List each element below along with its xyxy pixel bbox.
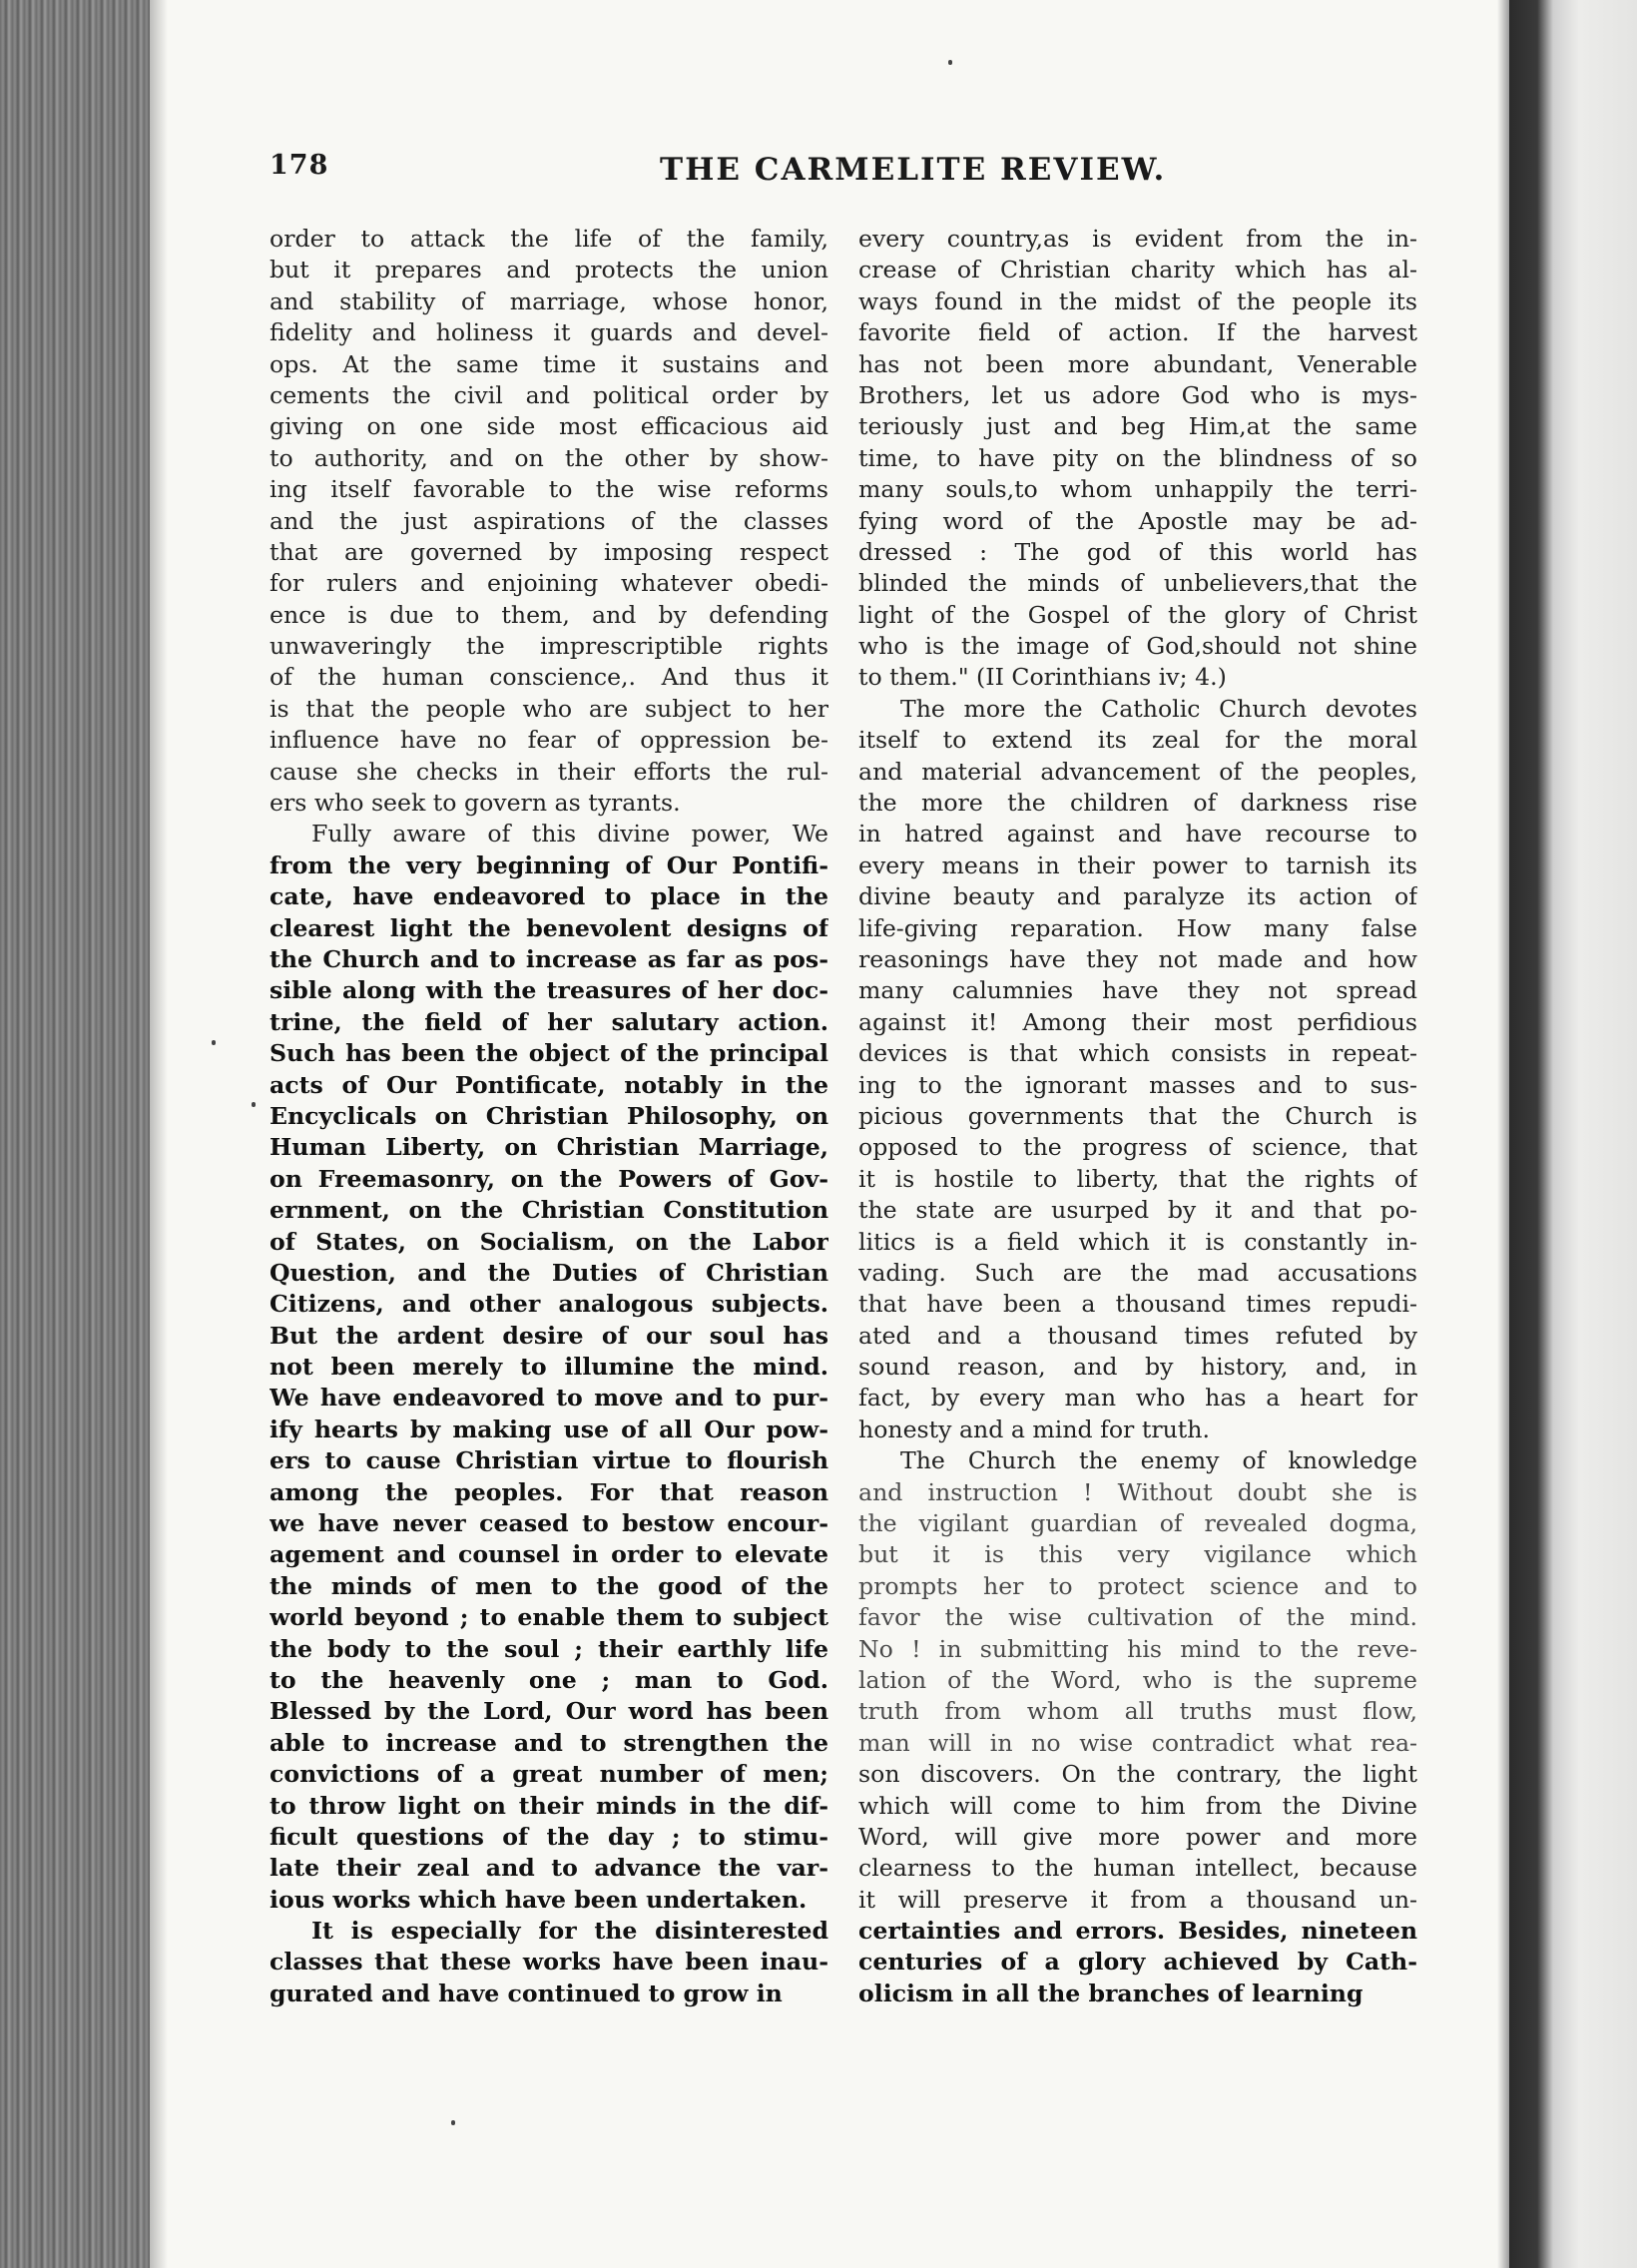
text-line: cements the civil and political order by xyxy=(270,380,828,409)
facing-page-edge xyxy=(1509,0,1637,2268)
text-line: crease of Christian charity which has al- xyxy=(858,256,1417,284)
text-line: the vigilant guardian of revealed dogma, xyxy=(858,1509,1417,1538)
text-line: to the heavenly one ; man to God. xyxy=(270,1665,828,1694)
text-line: opposed to the progress of science, that xyxy=(858,1133,1417,1162)
text-line: convictions of a great number of men; xyxy=(270,1760,828,1789)
text-line: Fully aware of this divine power, We xyxy=(311,820,828,849)
text-line: ing itself favorable to the wise reforms xyxy=(270,475,828,504)
text-line: every means in their power to tarnish its xyxy=(858,850,1417,879)
text-column-left xyxy=(270,224,828,2009)
page-number: 178 xyxy=(270,150,329,181)
text-line: teriously just and beg Him,at the same xyxy=(858,412,1417,441)
text-line: unwaveringly the imprescriptible rights xyxy=(270,632,828,661)
text-line: many souls,to whom unhappily the terri- xyxy=(858,475,1417,504)
text-line: and stability of marriage, whose honor, xyxy=(270,286,828,315)
print-speck xyxy=(252,1102,256,1107)
text-line: ways found in the midst of the people its xyxy=(858,286,1417,315)
text-line: the Church and to increase as far as pos- xyxy=(270,944,828,973)
text-line: acts of Our Pontificate, notably in the xyxy=(270,1070,828,1099)
text-line: not been merely to illumine the mind. xyxy=(270,1353,828,1382)
text-line: we have never ceased to bestow encour- xyxy=(270,1509,828,1538)
text-line: ers who seek to govern as tyrants. xyxy=(270,789,681,818)
text-line: and material advancement of the peoples, xyxy=(858,757,1417,786)
text-line: favor the wise cultivation of the mind. xyxy=(858,1603,1417,1632)
text-line: clearness to the human intellect, because xyxy=(858,1854,1417,1883)
text-line: devices is that which consists in repeat- xyxy=(858,1039,1417,1068)
text-line: it will preserve it from a thousand un- xyxy=(858,1885,1417,1914)
text-line: prompts her to protect science and to xyxy=(858,1571,1417,1600)
text-line: vading. Such are the mad accusations xyxy=(858,1258,1417,1287)
text-line: Brothers, let us adore God who is mys- xyxy=(858,380,1417,409)
text-line: for rulers and enjoining whatever obedi- xyxy=(270,569,828,598)
text-line: life-giving reparation. How many false xyxy=(858,913,1417,942)
text-line: Citizens, and other analogous subjects. xyxy=(270,1290,828,1319)
journal-title: THE CARMELITE REVIEW. xyxy=(660,152,1167,188)
text-line: is that the people who are subject to her xyxy=(270,694,828,723)
text-line: that are governed by imposing respect xyxy=(270,537,828,566)
text-column-right xyxy=(858,224,1417,2009)
text-line: blinded the minds of unbelievers,that the xyxy=(858,569,1417,598)
text-line: cause she checks in their efforts the rul- xyxy=(270,757,828,786)
text-line: olicism in all the branches of learning xyxy=(858,1979,1364,2007)
text-line: many calumnies have they not spread xyxy=(858,976,1417,1005)
print-speck xyxy=(451,2120,455,2125)
text-line: fact, by every man who has a heart for xyxy=(858,1384,1417,1413)
text-line: honesty and a mind for truth. xyxy=(858,1415,1210,1443)
text-line: in hatred against and have recourse to xyxy=(858,820,1417,849)
text-line: favorite field of action. If the harvest xyxy=(858,318,1417,347)
text-line: has not been more abundant, Venerable xyxy=(858,349,1417,378)
text-line: that have been a thousand times repudi- xyxy=(858,1290,1417,1319)
text-line: able to increase and to strengthen the xyxy=(270,1728,828,1757)
print-speck xyxy=(212,1040,216,1045)
text-line: ence is due to them, and by defending xyxy=(270,600,828,629)
text-line: the body to the soul ; their earthly life xyxy=(270,1634,828,1663)
text-line: certainties and errors. Besides, nineteen xyxy=(858,1917,1417,1946)
binding-shadow xyxy=(150,0,168,2268)
text-line: ify hearts by making use of all Our pow- xyxy=(270,1415,828,1443)
text-line: gurated and have continued to grow in xyxy=(270,1979,783,2007)
text-line: influence have no fear of oppression be- xyxy=(270,726,828,755)
text-line: ficult questions of the day ; to stimu- xyxy=(270,1822,828,1851)
text-line: late their zeal and to advance the var- xyxy=(270,1854,828,1883)
text-line: Question, and the Duties of Christian xyxy=(270,1258,828,1287)
text-line: Blessed by the Lord, Our word has been xyxy=(270,1697,828,1726)
text-line: cate, have endeavored to place in the xyxy=(270,882,828,911)
text-line: man will in no wise contradict what rea- xyxy=(858,1728,1417,1757)
text-line: But the ardent desire of our soul has xyxy=(270,1321,828,1350)
text-line: reasonings have they not made and how xyxy=(858,944,1417,973)
text-line: clearest light the benevolent designs of xyxy=(270,913,828,942)
book-binding-edge xyxy=(0,0,150,2268)
text-line: sible along with the treasures of her doc- xyxy=(270,976,828,1005)
text-line: lation of the Word, who is the supreme xyxy=(858,1665,1417,1694)
text-line: Encyclicals on Christian Philosophy, on xyxy=(270,1101,828,1130)
text-line: It is especially for the disinterested xyxy=(311,1917,828,1946)
text-line: to authority, and on the other by show- xyxy=(270,443,828,472)
text-line: but it prepares and protects the union xyxy=(270,256,828,284)
text-line: to throw light on their minds in the dif- xyxy=(270,1791,828,1820)
text-line: ated and a thousand times refuted by xyxy=(858,1321,1417,1350)
text-line: Such has been the object of the principal xyxy=(270,1039,828,1068)
text-line: Human Liberty, on Christian Marriage, xyxy=(270,1133,828,1162)
text-line: classes that these works have been inau- xyxy=(270,1948,828,1977)
text-line: against it! Among their most perfidious xyxy=(858,1007,1417,1036)
page-edge-shadow xyxy=(1497,0,1509,2268)
text-line: ernment, on the Christian Constitution xyxy=(270,1196,828,1225)
text-line: We have endeavored to move and to pur- xyxy=(270,1384,828,1413)
text-line: of the human conscience,. And thus it xyxy=(270,663,828,692)
text-line: who is the image of God,should not shine xyxy=(858,632,1417,661)
text-line: trine, the field of her salutary action. xyxy=(270,1007,828,1036)
text-line: and instruction ! Without doubt she is xyxy=(858,1477,1417,1506)
text-line: truth from whom all truths must flow, xyxy=(858,1697,1417,1726)
text-line: giving on one side most efficacious aid xyxy=(270,412,828,441)
text-line: The Church the enemy of knowledge xyxy=(900,1446,1417,1475)
text-line: time, to have pity on the blindness of so xyxy=(858,443,1417,472)
running-head xyxy=(270,150,1397,194)
text-line: agement and counsel in order to elevate xyxy=(270,1540,828,1569)
text-line: and the just aspirations of the classes xyxy=(270,506,828,535)
text-line: but it is this very vigilance which xyxy=(858,1540,1417,1569)
text-line: light of the Gospel of the glory of Christ xyxy=(858,600,1417,629)
text-line: the state are usurped by it and that po- xyxy=(858,1196,1417,1225)
text-line: on Freemasonry, on the Powers of Gov- xyxy=(270,1164,828,1193)
text-line: to them." (II Corinthians iv; 4.) xyxy=(858,663,1227,692)
text-line: ious works which have been undertaken. xyxy=(270,1885,808,1914)
text-line: itself to extend its zeal for the moral xyxy=(858,726,1417,755)
text-line: world beyond ; to enable them to subject xyxy=(270,1603,828,1632)
text-line: dressed : The god of this world has xyxy=(858,537,1417,566)
text-line: Word, will give more power and more xyxy=(858,1822,1417,1851)
text-line: from the very beginning of Our Pontifi- xyxy=(270,850,828,879)
text-line: fying word of the Apostle may be ad- xyxy=(858,506,1417,535)
text-line: son discovers. On the contrary, the light xyxy=(858,1760,1417,1789)
text-line: fidelity and holiness it guards and devel- xyxy=(270,318,828,347)
text-line: litics is a field which it is constantly in- xyxy=(858,1227,1417,1256)
text-line: ops. At the same time it sustains and xyxy=(270,349,828,378)
text-line: The more the Catholic Church devotes xyxy=(900,694,1417,723)
text-line: divine beauty and paralyze its action of xyxy=(858,882,1417,911)
text-line: sound reason, and by history, and, in xyxy=(858,1353,1417,1382)
print-speck xyxy=(948,60,952,65)
text-line: No ! in submitting his mind to the reve- xyxy=(858,1634,1417,1663)
text-line: of States, on Socialism, on the Labor xyxy=(270,1227,828,1256)
text-line: order to attack the life of the family, xyxy=(270,225,828,253)
text-line: picious governments that the Church is xyxy=(858,1101,1417,1130)
text-line: ing to the ignorant masses and to sus- xyxy=(858,1070,1417,1099)
text-line: ers to cause Christian virtue to flourish xyxy=(270,1446,828,1475)
text-line: which will come to him from the Divine xyxy=(858,1791,1417,1820)
text-line: it is hostile to liberty, that the rights of xyxy=(858,1164,1417,1193)
text-line: centuries of a glory achieved by Cath- xyxy=(858,1948,1417,1977)
text-line: the more the children of darkness rise xyxy=(858,789,1417,818)
text-line: among the peoples. For that reason xyxy=(270,1477,828,1506)
text-line: the minds of men to the good of the xyxy=(270,1571,828,1600)
text-line: every country,as is evident from the in- xyxy=(858,225,1417,253)
